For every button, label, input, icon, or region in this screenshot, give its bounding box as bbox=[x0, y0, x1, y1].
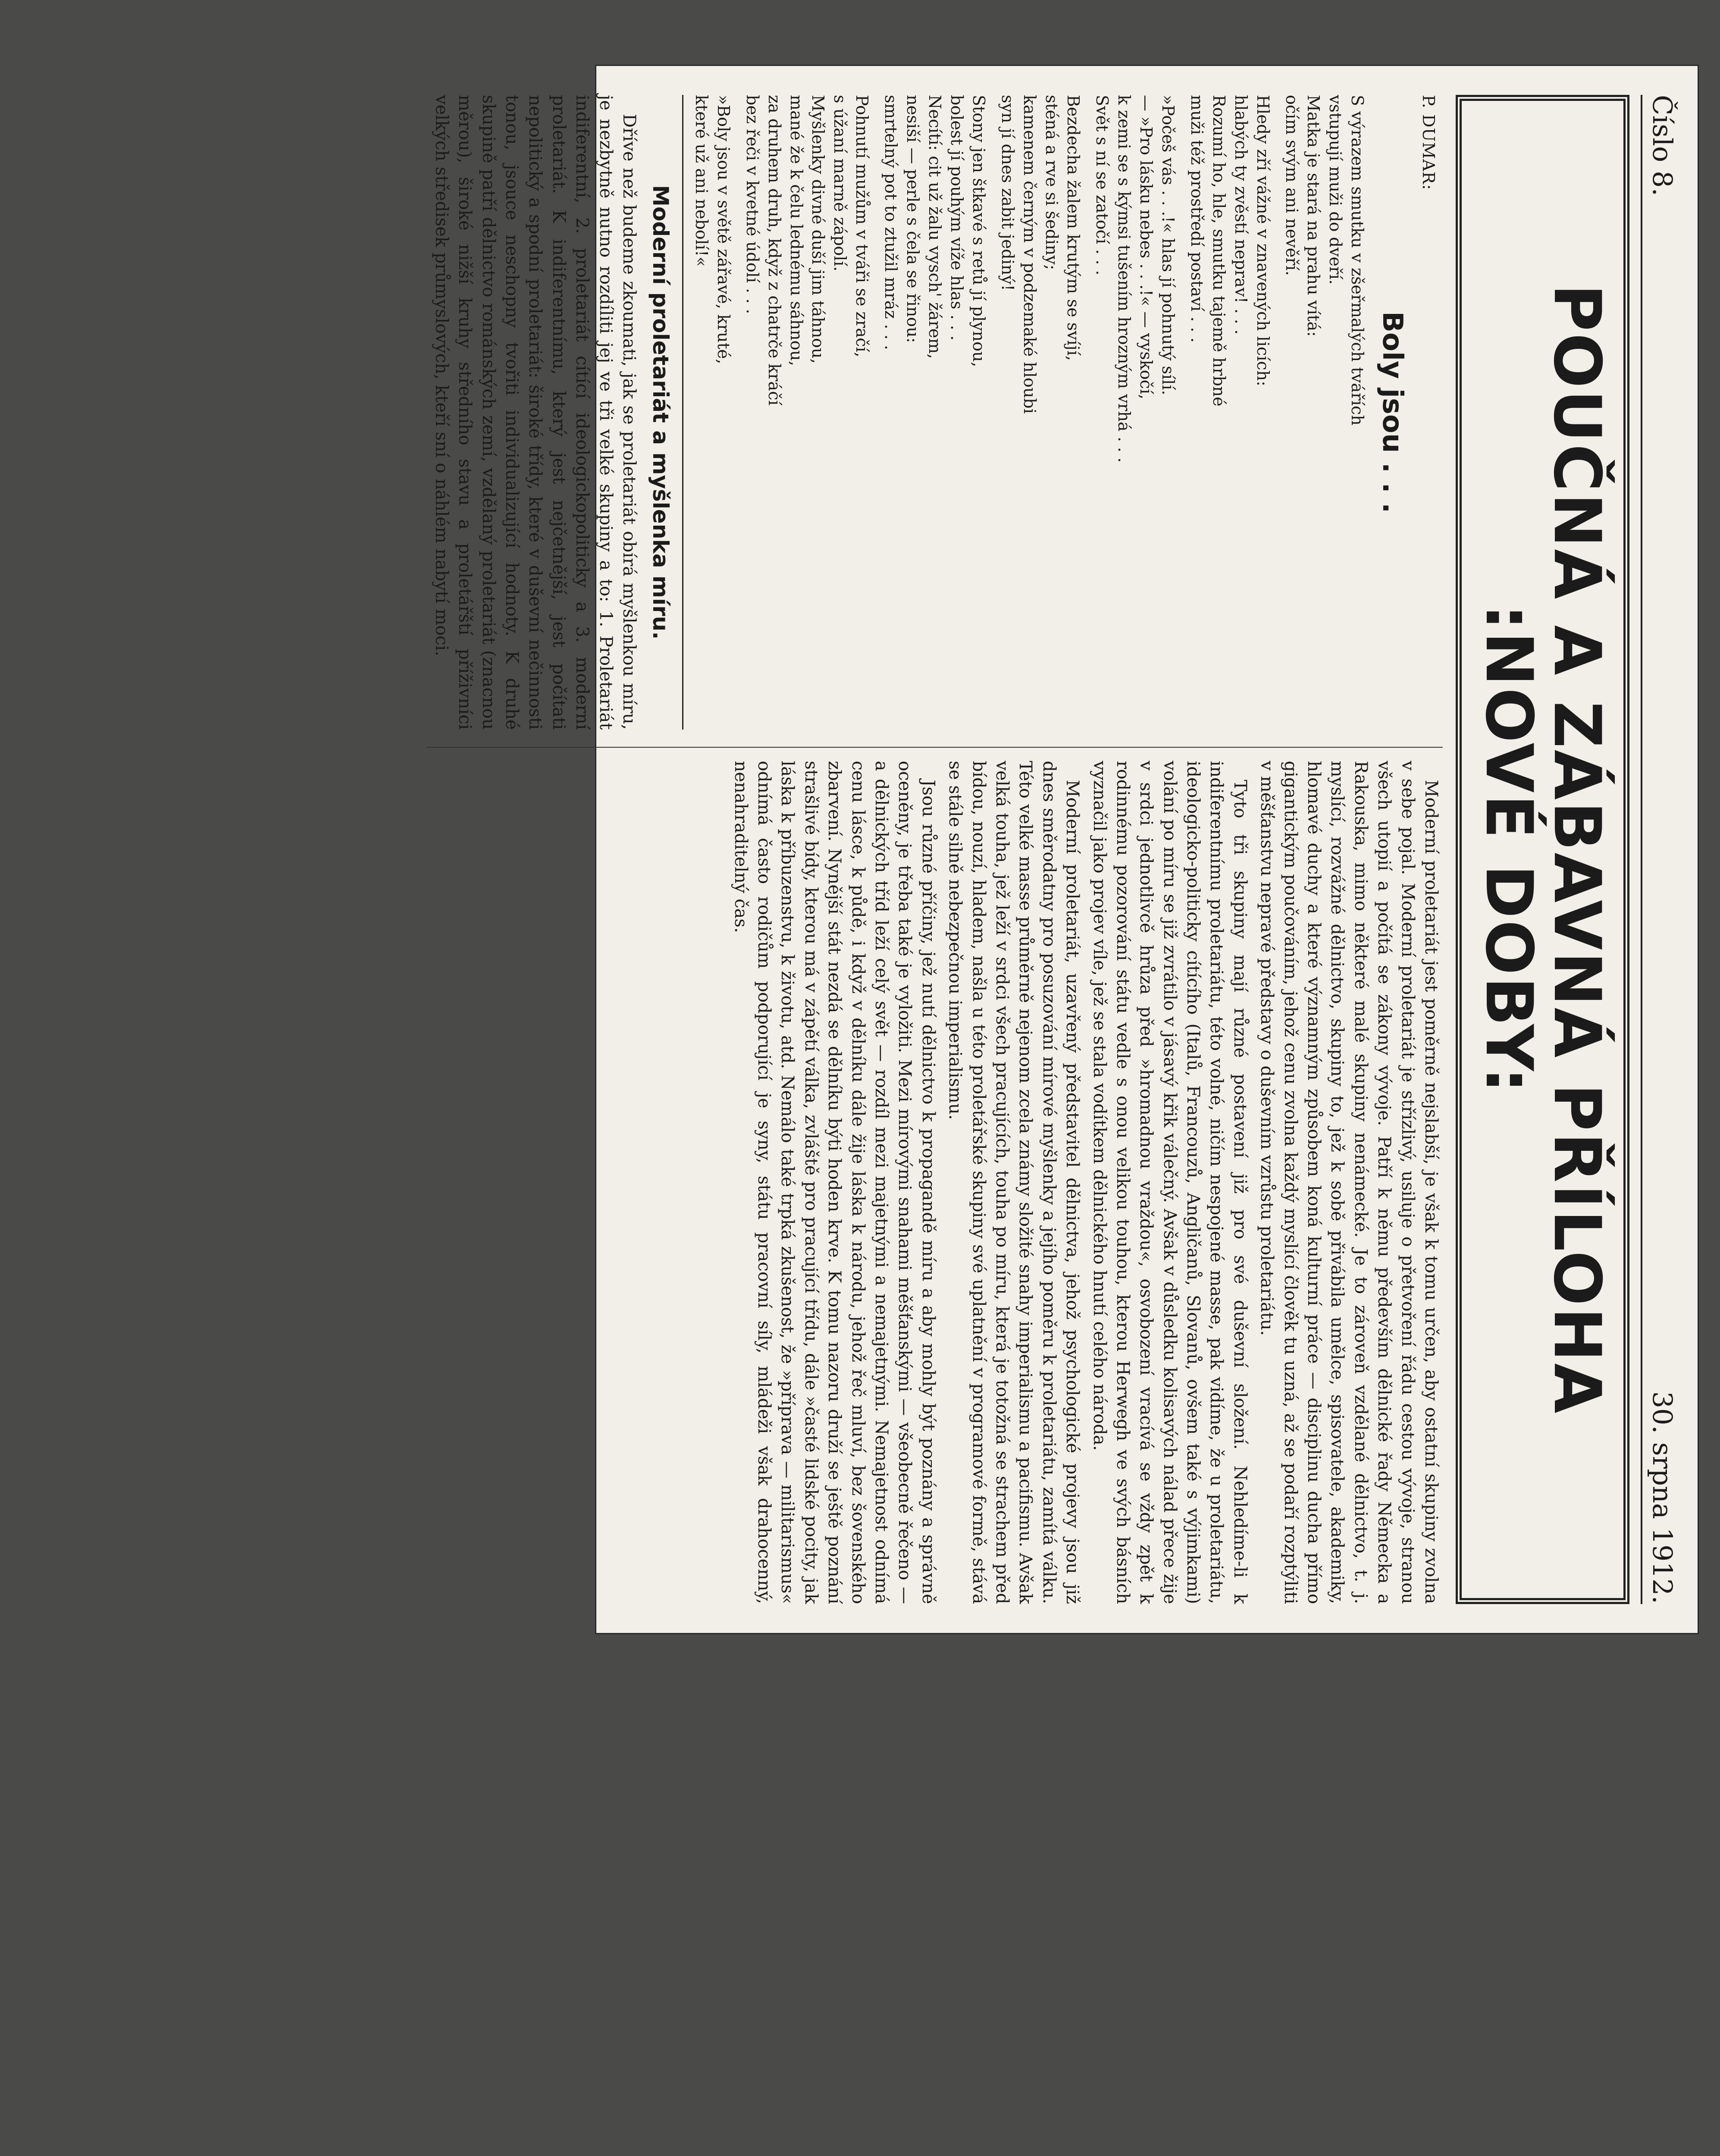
divider bbox=[682, 95, 683, 730]
poem-line: Pohnutí mužům v tváři se zračí, bbox=[852, 95, 872, 357]
poem-stanza bbox=[1091, 95, 1179, 730]
poem-line: syn jí dnes zabit jediný! bbox=[998, 95, 1017, 291]
poem-line: Svět s ní se zatočí . . . bbox=[1093, 95, 1112, 276]
poem-line: sténá a rve si šediny; bbox=[1042, 95, 1061, 270]
poem-stanza bbox=[1186, 95, 1274, 730]
poem-stanza bbox=[741, 95, 873, 730]
masthead-subtitle: :NOVÉ DOBY: bbox=[1471, 604, 1547, 1095]
article-paragraph: Dříve než budeme zkoumati, jak se proletariát obírá myšlenkou míru, je nezbytně nutno rozdíliti jej ve tři velké skupiny a to: 1. Proletariát indiferentní, 2. proletariát cítící ideologickopoliticky a 3. moderní proletariát. K indiferentnímu, který jest nejčetnější, jest počítati nepolitický a spodní proletariát: široké třídy, které v duševní nečinnosti tonou, jsouce neschopny tvořiti individualizující hodnoty. K druhé skupině patří dělnictvo románských zemí, vzdělaný proletariát (znacnou měrou), široké nižší kruhy středního stavu a proletářští příživníci velkých středisek průmyslových, kteří sní o náhlém nabytí moci. bbox=[431, 95, 639, 730]
poem-line: S výrazem smutku v zšeřmalých tvářích bbox=[1348, 95, 1367, 426]
poem-line: Bezdecha žalem krutým se svíjí, bbox=[1064, 95, 1083, 361]
poem-line: nesiší — perle s čela se řinou: bbox=[903, 95, 923, 343]
poem-line: Necítí: cit už žalu vysch' žárem, bbox=[925, 95, 944, 359]
poem-line: za druhem druh, když z chatrče kráčí bbox=[764, 95, 784, 406]
masthead-title: POUČNÁ A ZÁBAVNÁ PŘÍLOHA bbox=[1539, 284, 1614, 1415]
poem-stanza bbox=[1281, 95, 1369, 730]
poem-body bbox=[690, 95, 1368, 730]
poem-line: — »Pro lásku nebes . . .!« — vyskočí, bbox=[1137, 95, 1156, 400]
issue-number: Číslo 8. bbox=[1647, 95, 1678, 197]
poem-line: bolest jí pouhým víže hlas . . . bbox=[947, 95, 966, 341]
poem-line: »Počeš vás . . .!« hlas jí pohnutý sílí. bbox=[1159, 95, 1178, 395]
poem-line: k zemi se s kýmsi tušením hrozným vrhá . . . bbox=[1115, 95, 1134, 463]
poem-line: »Boly jsou v světě zářavé, kruté, bbox=[714, 95, 733, 364]
poem-line: bez řeči v kvetné údolí . . . bbox=[743, 95, 762, 314]
article-paragraph: Moderní proletariát, uzavřený představitel dělnictva, jehož psychologické projevy jsou již dnes směrodatny pro posuzování mírové myšlenky a jejího poměru k proletariátu, zamítá válku. Této velké masse průměrně nejenom zcela známy složité snahy imperialismu a pacifismu. Avšak velká touha, jež leží v srdci všech pracujících, touha po míru, která je totožná se strachem před bídou, nouzí, hladem, našla u této proletářské skupiny své uplatnění v programové formě, stává se stále silně nebezpečnou imperialismu. bbox=[945, 761, 1083, 1604]
poem-stanza bbox=[880, 95, 990, 730]
issue-date: 30. srpna 1912. bbox=[1647, 1391, 1678, 1604]
poem-author: P. DUMAR: bbox=[1419, 95, 1438, 191]
poem-line: vstupují muži do dveří. bbox=[1326, 95, 1345, 285]
poem-line: muži též prostředí postaví . . . bbox=[1187, 95, 1206, 343]
poem-stanza bbox=[996, 95, 1084, 730]
article-paragraph: Jsou různé příčiny, jež nutí dělnictvo k propagandě míru a aby mohly být poznány a správně oceněny, je třeba také je vyložiti. Mezi mírovými snahami měšťanskými — všeobecně řečeno — a dělnických tříd leží celý svět — rozdíl mezi majetnými a nemajetnými. Nemajetnost odnímá cenu lásce, k půdě, i když v dělníku dále žije láska k národu, jehož řeč mluví, bez šovenského zbarvení. Nynější stát nezdá se dělníku býti hoden krve. K tomu nazoru druží se ještě poznání strašlivé bídy, kterou má v zápětí válka, zvláště pro pracující třídu, dále »časté lidské pocity, jak láska k příbuzenstvu, k životu, atd. Nemálo také trpká zkušenost, že »příprava — militarismus« odnímá často rodičům podporující je syny, státu pracovní síly, mládeži však drahocenný, nenahraditelný čas. bbox=[730, 761, 938, 1604]
masthead bbox=[1456, 95, 1629, 1604]
poem-stanza bbox=[690, 95, 734, 730]
poem-line: Matka je stará na prahu vítá: bbox=[1304, 95, 1323, 337]
poem-line: Myšlenky divné duší jim táhnou, bbox=[808, 95, 828, 364]
page-header bbox=[1641, 95, 1678, 1604]
article-column bbox=[426, 747, 1443, 1604]
poem-line: mané že k čelu lednému sáhnou, bbox=[786, 95, 806, 366]
poem-line: Stony jen štkavé s retů jí plynou, bbox=[969, 95, 988, 367]
poem-line: které už ani nebolí!« bbox=[692, 95, 711, 267]
poem-column bbox=[426, 95, 1443, 730]
poem-line: smrtelný pot to ztužil mráz . . . bbox=[881, 95, 901, 350]
article-title: Moderní proletariát a myšlenka míru. bbox=[648, 185, 674, 640]
poem-line: kamenem černým v podzemaké hloubi bbox=[1020, 95, 1039, 414]
poem-line: Hledy zří vážné v znavených licích: bbox=[1253, 95, 1272, 386]
article-paragraph: Tyto tři skupiny mají různé postavení již pro své duševní složení. Nehledíme-li k indiferentnímu proletariátu, této volné, ničím nespojené masse, pak vidíme, že u proletariátu, ideologicko-politicky cítícího (Italů, Francouzů, Angličanů, Slovanů, ovšem také s výjimkami) volání po míru se již zvrátilo v jásavý křik válečný. Avšak v důsledku kolisavých nálad přece žije v srdci jednotlivcě hrůza před »hromadnou vraždou«, osvobození vracívá se vždy zpět k rodinnému pozorování státu vedle s onou velikou touhou, kterou Herwegh ve svých básních vyznačil jako projev víle, jež se stala vodítkem dělnického hnutí celého národa. bbox=[1089, 761, 1250, 1604]
poem-title: Boly jsou . . . bbox=[1376, 311, 1409, 514]
newspaper-page-right bbox=[431, 65, 1699, 1634]
poem-line: očím svým ani nevěří. bbox=[1282, 95, 1301, 276]
poem-line: Rozumí ho, hle, smutku tajemě hrbné bbox=[1209, 95, 1228, 407]
poem-line: hlabých ty zvěstí neprav! . . . bbox=[1231, 95, 1250, 335]
poem-line: s úžaní marně zápolí. bbox=[830, 95, 850, 272]
article-paragraph: Moderní proletariát jest poměrně nejslabší, je však k tomu určen, aby ostatní skupiny zvolna v sebe pojal. Moderní proletariát je střízlivý, usiluje o přetvoření řádu cestou vývoje, stranou všech utopií a počítá se zákony vývoje. Patří k němu především dělnické řady Německa a Rakouska, mimo některé malé skupiny nenámecké. Je to zároveň vzdělané dělnictvo, t. j. myslící, rozvážné dělnictvo, skupiny to, jež k sobě přivábila umělce, spisovatele, akademiky, hlomavé duchy a které významným způsobem koná kulturní práce — disciplinu ducha přímo gigantickým poučováním, jehož cenu zvolna každý myslící člověk tu uzná, až se podaří rozptýliti v měšťanstvu nepravé představy o duševním vzrůstu proletariátu. bbox=[1257, 761, 1441, 1604]
